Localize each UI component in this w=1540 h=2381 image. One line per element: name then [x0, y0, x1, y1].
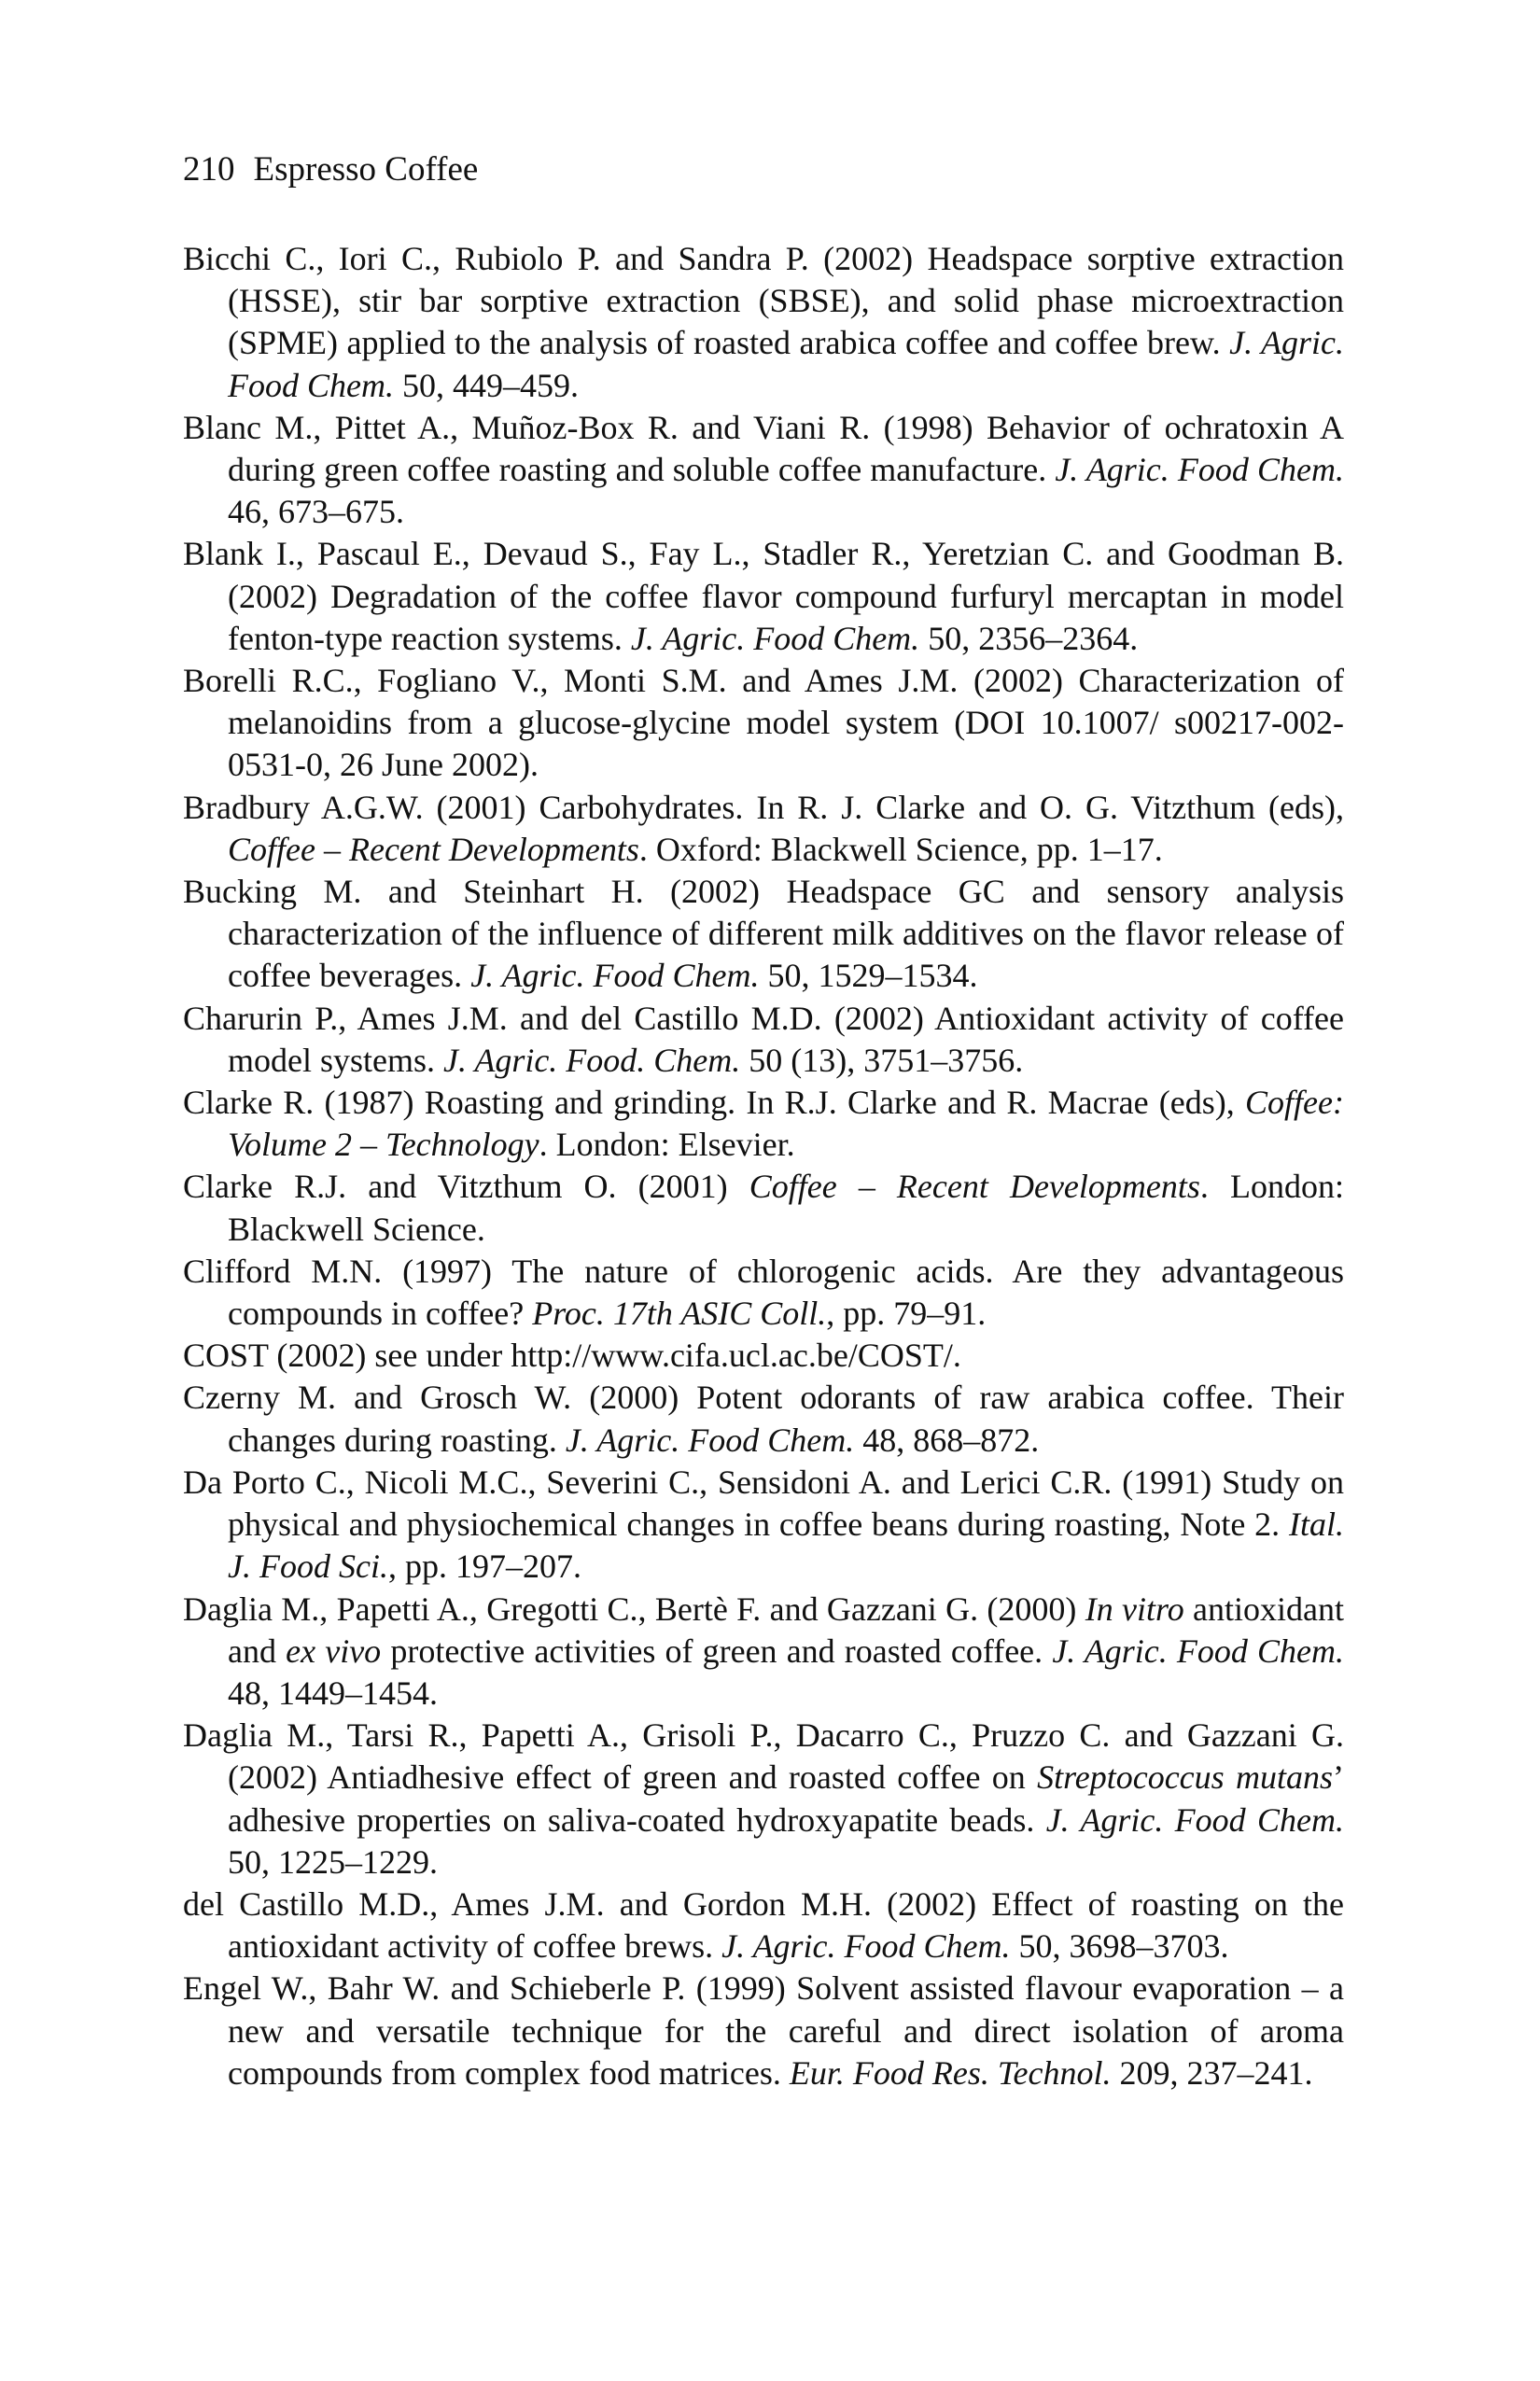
reference-entry: Charurin P., Ames J.M. and del Castillo M.D. (2002) Antioxidant activity of coffee model systems. J. Agric. Food. Chem. 50 (13), 3751–3756.	[183, 999, 1344, 1079]
reference-entry: Da Porto C., Nicoli M.C., Severini C., Sensidoni A. and Lerici C.R. (1991) Study on physical and physiochemical changes in coffee beans during roasting, Note 2. Ital. J. Food Sci., pp. 197–207.	[183, 1463, 1344, 1586]
page-number: 210	[183, 150, 235, 189]
reference-entry: Clarke R. (1987) Roasting and grinding. In R.J. Clarke and R. Macrae (eds), Coffee: Volume 2 – Technology. London: Elsevier.	[183, 1084, 1344, 1164]
book-title: Espresso Coffee	[253, 150, 479, 189]
reference-entry: Bradbury A.G.W. (2001) Carbohydrates. In R. J. Clarke and O. G. Vitzthum (eds), Coffee – Recent Developments. Oxford: Blackwell Science, pp. 1–17.	[183, 788, 1344, 868]
reference-entry: Clarke R.J. and Vitzthum O. (2001) Coffee – Recent Developments. London: Blackwell Science.	[183, 1168, 1345, 1248]
reference-entry: Blanc M., Pittet A., Muñoz-Box R. and Viani R. (1998) Behavior of ochratoxin A during green coffee roasting and soluble coffee manufacture. J. Agric. Food Chem. 46, 673–675.	[183, 408, 1344, 531]
reference-entry: COST (2002) see under http://www.cifa.ucl.ac.be/COST/.	[183, 1337, 961, 1375]
reference-entry: Clifford M.N. (1997) The nature of chlorogenic acids. Are they advantageous compounds in coffee? Proc. 17th ASIC Coll., pp. 79–91.	[183, 1252, 1344, 1333]
reference-entry: del Castillo M.D., Ames J.M. and Gordon M.H. (2002) Effect of roasting on the antioxidant activity of coffee brews. J. Agric. Food Chem. 50, 3698–3703.	[183, 1884, 1344, 1966]
reference-entry: Daglia M., Tarsi R., Papetti A., Grisoli P., Dacarro C., Pruzzo C. and Gazzani G. (2002) Antiadhesive effect of green and roasted coffee on Streptococcus mutans’ adhesive properties on saliva-coated hydroxyapatite beads. J. Agric. Food Chem. 50, 1225–1229.	[183, 1716, 1344, 1881]
reference-entry: Engel W., Bahr W. and Schieberle P. (1999) Solvent assisted flavour evaporation – a new and versatile technique for the careful and direct isolation of aroma compounds from complex food matrices. Eur. Food Res. Technol. 209, 237–241.	[183, 1969, 1344, 2092]
reference-entry: Czerny M. and Grosch W. (2000) Potent odorants of raw arabica coffee. Their changes during roasting. J. Agric. Food Chem. 48, 868–872.	[183, 1379, 1344, 1459]
reference-entry: Bicchi C., Iori C., Rubiolo P. and Sandra P. (2002) Headspace sorptive extraction (HSSE), stir bar sorptive extraction (SBSE), and solid phase microextraction (SPME) applied to the analysis of roasted arabica coffee and coffee brew. J. Agric. Food Chem. 50, 449–459.	[183, 240, 1345, 404]
running-head	[183, 149, 478, 190]
reference-entry: Blank I., Pascaul E., Devaud S., Fay L., Stadler R., Yeretzian C. and Goodman B. (2002) Degradation of the coffee flavor compound furfuryl mercaptan in model fenton-type reaction systems. J. Agric. Food Chem. 50, 2356–2364.	[183, 535, 1344, 657]
reference-entry: Daglia M., Papetti A., Gregotti C., Bertè F. and Gazzani G. (2000) In vitro antioxidant and ex vivo protective activities of green and roasted coffee. J. Agric. Food Chem. 48, 1449–1454.	[183, 1590, 1345, 1712]
reference-list	[183, 238, 1344, 2094]
reference-entry: Borelli R.C., Fogliano V., Monti S.M. and Ames J.M. (2002) Characterization of melanoidins from a glucose-glycine model system (DOI 10.1007/ s00217-002-0531-0, 26 June 2002).	[183, 662, 1344, 784]
reference-entry: Bucking M. and Steinhart H. (2002) Headspace GC and sensory analysis characterization of the influence of different milk additives on the flavor release of coffee beverages. J. Agric. Food Chem. 50, 1529–1534.	[183, 873, 1344, 995]
